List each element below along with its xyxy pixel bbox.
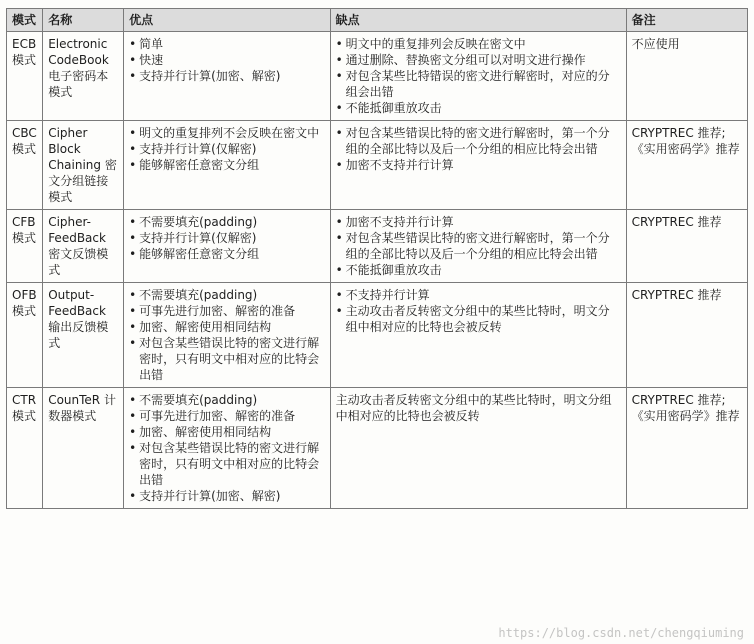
pro-item: • 不需要填充(padding) <box>129 392 325 408</box>
table-row-ecb <box>7 32 748 121</box>
mode-cell: OFB 模式 <box>7 283 43 388</box>
pro-item: • 能够解密任意密文分组 <box>129 246 325 262</box>
pro-item: • 支持并行计算(加密、解密) <box>129 68 325 84</box>
pro-item: • 对包含某些错误比特的密文进行解密时，只有明文中相对应的比特会出错 <box>129 335 325 383</box>
pro-item: • 简单 <box>129 36 325 52</box>
pros-list <box>129 392 325 504</box>
pro-item: • 支持并行计算(加密、解密) <box>129 488 325 504</box>
notes-cell: CRYPTREC 推荐 <box>626 283 747 388</box>
header-name: 名称 <box>43 9 124 32</box>
pros-list <box>129 214 325 262</box>
pros-list <box>129 287 325 383</box>
watermark: https://blog.csdn.net/chengqiuming <box>498 626 744 640</box>
con-item: • 对包含某些比特错误的密文进行解密时，对应的分组会出错 <box>336 68 621 100</box>
cons-list <box>336 125 621 173</box>
notes-cell: 不应使用 <box>626 32 747 121</box>
name-cell: Output-FeedBack 输出反馈模式 <box>43 283 124 388</box>
cons-list <box>336 36 621 116</box>
table-row-ofb <box>7 283 748 388</box>
con-item: • 对包含某些错误比特的密文进行解密时，第一个分组的全部比特以及后一个分组的相应比特会出错 <box>336 125 621 157</box>
pro-item: • 加密、解密使用相同结构 <box>129 424 325 440</box>
con-item: • 不能抵御重放攻击 <box>336 100 621 116</box>
mode-cell: CTR 模式 <box>7 388 43 509</box>
cons-cell <box>330 283 626 388</box>
block-cipher-modes-table <box>6 8 748 509</box>
notes-cell: CRYPTREC 推荐;《实用密码学》推荐 <box>626 388 747 509</box>
table-row-cbc <box>7 121 748 210</box>
cons-cell <box>330 121 626 210</box>
pros-cell <box>124 121 331 210</box>
pro-item: • 对包含某些错误比特的密文进行解密时，只有明文中相对应的比特会出错 <box>129 440 325 488</box>
cons-cell <box>330 388 626 509</box>
notes-cell: CRYPTREC 推荐 <box>626 210 747 283</box>
name-cell: Cipher-FeedBack 密文反馈模式 <box>43 210 124 283</box>
mode-cell: ECB 模式 <box>7 32 43 121</box>
pro-item: • 不需要填充(padding) <box>129 287 325 303</box>
name-cell: CounTeR 计数器模式 <box>43 388 124 509</box>
pro-item: • 不需要填充(padding) <box>129 214 325 230</box>
name-cell: Cipher Block Chaining 密文分组链接模式 <box>43 121 124 210</box>
con-item: • 加密不支持并行计算 <box>336 214 621 230</box>
table-row-ctr <box>7 388 748 509</box>
pros-list <box>129 36 325 84</box>
con-item: • 加密不支持并行计算 <box>336 157 621 173</box>
cons-cell <box>330 210 626 283</box>
table-header-row <box>7 9 748 32</box>
pro-item: • 明文的重复排列不会反映在密文中 <box>129 125 325 141</box>
pro-item: • 支持并行计算(仅解密) <box>129 141 325 157</box>
pro-item: • 快速 <box>129 52 325 68</box>
pros-cell <box>124 210 331 283</box>
cons-list <box>336 287 621 335</box>
header-notes: 备注 <box>626 9 747 32</box>
pro-item: • 能够解密任意密文分组 <box>129 157 325 173</box>
notes-cell: CRYPTREC 推荐;《实用密码学》推荐 <box>626 121 747 210</box>
header-mode: 模式 <box>7 9 43 32</box>
pro-item: • 加密、解密使用相同结构 <box>129 319 325 335</box>
con-item: • 通过删除、替换密文分组可以对明文进行操作 <box>336 52 621 68</box>
pros-cell <box>124 388 331 509</box>
con-item: • 明文中的重复排列会反映在密文中 <box>336 36 621 52</box>
pros-list <box>129 125 325 173</box>
header-pros: 优点 <box>124 9 331 32</box>
con-item: • 不支持并行计算 <box>336 287 621 303</box>
pros-cell <box>124 32 331 121</box>
mode-cell: CBC 模式 <box>7 121 43 210</box>
pros-cell <box>124 283 331 388</box>
pro-item: • 可事先进行加密、解密的准备 <box>129 408 325 424</box>
con-item: • 主动攻击者反转密文分组中的某些比特时，明文分组中相对应的比特也会被反转 <box>336 303 621 335</box>
pro-item: • 支持并行计算(仅解密) <box>129 230 325 246</box>
cons-cell <box>330 32 626 121</box>
pro-item: • 可事先进行加密、解密的准备 <box>129 303 325 319</box>
con-item: • 对包含某些错误比特的密文进行解密时，第一个分组的全部比特以及后一个分组的相应比特会出错 <box>336 230 621 262</box>
table-row-cfb <box>7 210 748 283</box>
con-item: • 不能抵御重放攻击 <box>336 262 621 278</box>
name-cell: Electronic CodeBook 电子密码本模式 <box>43 32 124 121</box>
con-text: 主动攻击者反转密文分组中的某些比特时，明文分组中相对应的比特也会被反转 <box>335 393 612 423</box>
cons-list <box>336 214 621 278</box>
mode-cell: CFB 模式 <box>7 210 43 283</box>
header-cons: 缺点 <box>330 9 626 32</box>
